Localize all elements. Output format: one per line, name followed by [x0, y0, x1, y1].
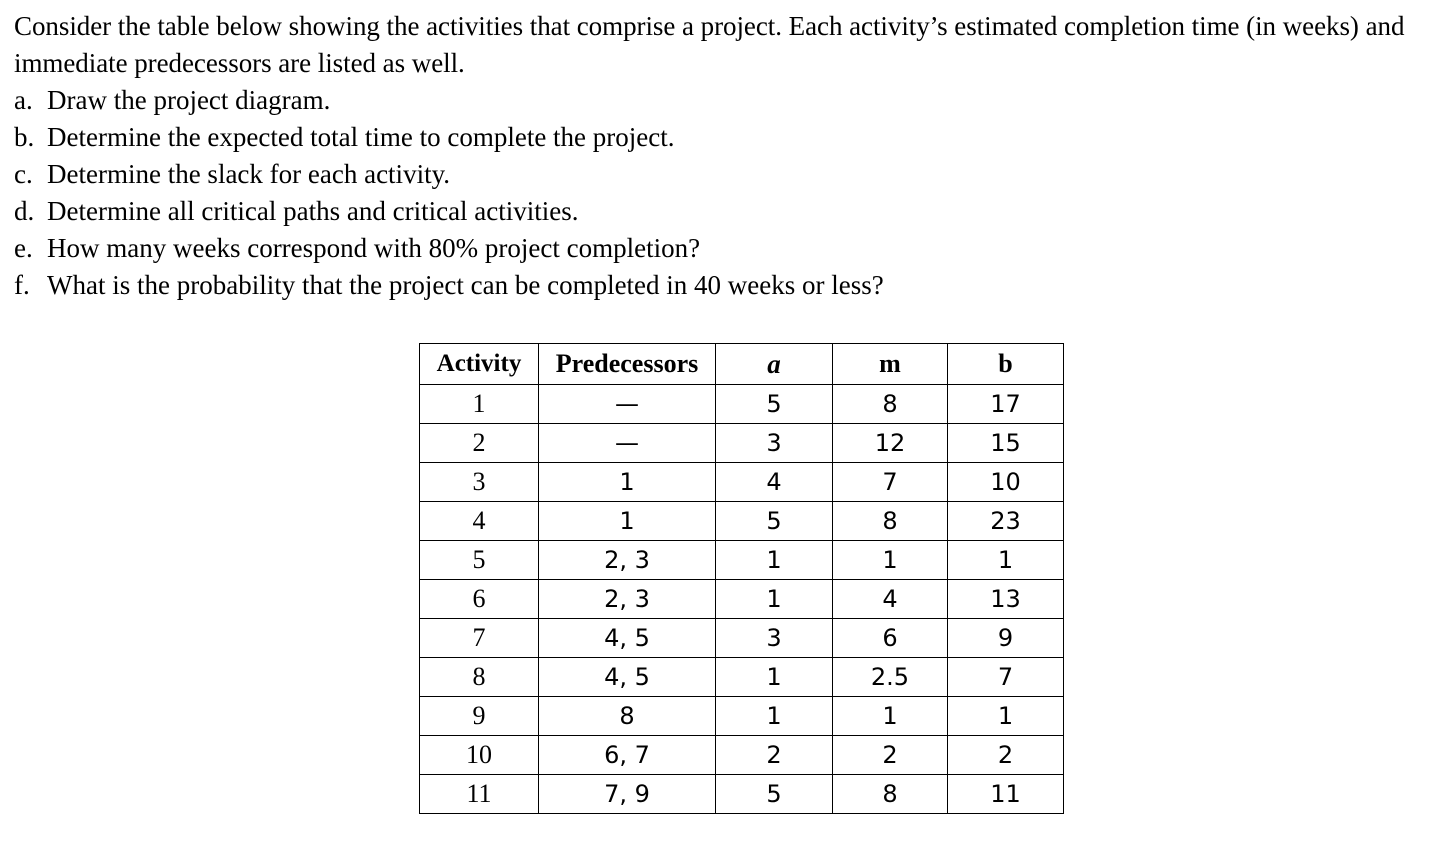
question-marker-e: e. [14, 233, 33, 263]
question-item-e [14, 230, 1434, 267]
cell-b: 13 [948, 580, 1064, 619]
question-text-e: How many weeks correspond with 80% project completion? [47, 233, 701, 263]
cell-activity: 5 [420, 541, 539, 580]
cell-predecessors: 4, 5 [539, 619, 716, 658]
cell-b: 17 [948, 385, 1064, 424]
cell-a: 4 [716, 463, 833, 502]
question-marker-f: f. [14, 270, 30, 300]
cell-b: 1 [948, 541, 1064, 580]
cell-m: 8 [833, 385, 948, 424]
table-row [420, 736, 1064, 775]
cell-activity: 4 [420, 502, 539, 541]
cell-m: 1 [833, 697, 948, 736]
cell-b: 23 [948, 502, 1064, 541]
column-header-predecessors: Predecessors [539, 344, 716, 385]
table-row [420, 697, 1064, 736]
cell-activity: 3 [420, 463, 539, 502]
cell-m: 4 [833, 580, 948, 619]
question-marker-a: a. [14, 85, 33, 115]
cell-a: 3 [716, 619, 833, 658]
cell-b: 7 [948, 658, 1064, 697]
cell-m: 8 [833, 502, 948, 541]
cell-predecessors: 7, 9 [539, 775, 716, 814]
cell-a: 3 [716, 424, 833, 463]
table-body [420, 385, 1064, 814]
table-row [420, 541, 1064, 580]
cell-predecessors: 1 [539, 463, 716, 502]
cell-b: 1 [948, 697, 1064, 736]
cell-activity: 11 [420, 775, 539, 814]
cell-activity: 1 [420, 385, 539, 424]
cell-b: 9 [948, 619, 1064, 658]
table-row [420, 463, 1064, 502]
question-item-b [14, 119, 1434, 156]
cell-predecessors: 1 [539, 502, 716, 541]
cell-a: 5 [716, 385, 833, 424]
cell-m: 6 [833, 619, 948, 658]
cell-activity: 9 [420, 697, 539, 736]
cell-m: 7 [833, 463, 948, 502]
cell-a: 1 [716, 541, 833, 580]
table-row [420, 658, 1064, 697]
question-item-c [14, 156, 1434, 193]
cell-b: 2 [948, 736, 1064, 775]
question-text-d: Determine all critical paths and critical activities. [47, 196, 579, 226]
cell-m: 2.5 [833, 658, 948, 697]
cell-a: 1 [716, 658, 833, 697]
column-header-m: m [833, 344, 948, 385]
cell-activity: 7 [420, 619, 539, 658]
cell-m: 8 [833, 775, 948, 814]
table-header [420, 344, 1064, 385]
table-row [420, 580, 1064, 619]
table-row [420, 424, 1064, 463]
question-item-d [14, 193, 1434, 230]
question-list [14, 82, 1434, 304]
cell-a: 1 [716, 580, 833, 619]
cell-activity: 2 [420, 424, 539, 463]
cell-activity: 8 [420, 658, 539, 697]
cell-m: 12 [833, 424, 948, 463]
table-row [420, 619, 1064, 658]
question-marker-d: d. [14, 196, 35, 226]
cell-predecessors: 4, 5 [539, 658, 716, 697]
cell-predecessors: — [539, 424, 716, 463]
question-text-a: Draw the project diagram. [47, 85, 331, 115]
cell-b: 10 [948, 463, 1064, 502]
question-marker-b: b. [14, 122, 35, 152]
table-row [420, 385, 1064, 424]
intro-paragraph: Consider the table below showing the activities that comprise a project. Each activity’s estimated completion time (in weeks) and immediate predecessors are listed as well. [14, 11, 1405, 78]
cell-predecessors: 8 [539, 697, 716, 736]
cell-a: 5 [716, 775, 833, 814]
question-text-b: Determine the expected total time to complete the project. [47, 122, 675, 152]
cell-activity: 10 [420, 736, 539, 775]
cell-predecessors: 6, 7 [539, 736, 716, 775]
column-header-a: a [716, 344, 833, 385]
column-header-activity: Activity [420, 344, 539, 385]
question-text-f: What is the probability that the project can be completed in 40 weeks or less? [47, 270, 884, 300]
cell-m: 2 [833, 736, 948, 775]
table-row [420, 775, 1064, 814]
cell-b: 11 [948, 775, 1064, 814]
question-text-c: Determine the slack for each activity. [47, 159, 451, 189]
table-header-row [420, 344, 1064, 385]
activities-table-container [419, 343, 1064, 814]
table-row [420, 502, 1064, 541]
activities-table [419, 343, 1064, 814]
problem-statement [14, 8, 1434, 304]
question-item-f [14, 267, 1434, 304]
cell-a: 5 [716, 502, 833, 541]
cell-predecessors: 2, 3 [539, 541, 716, 580]
cell-a: 1 [716, 697, 833, 736]
cell-m: 1 [833, 541, 948, 580]
cell-predecessors: 2, 3 [539, 580, 716, 619]
question-marker-c: c. [14, 159, 33, 189]
cell-predecessors: — [539, 385, 716, 424]
cell-a: 2 [716, 736, 833, 775]
cell-b: 15 [948, 424, 1064, 463]
question-item-a [14, 82, 1434, 119]
cell-activity: 6 [420, 580, 539, 619]
column-header-b: b [948, 344, 1064, 385]
